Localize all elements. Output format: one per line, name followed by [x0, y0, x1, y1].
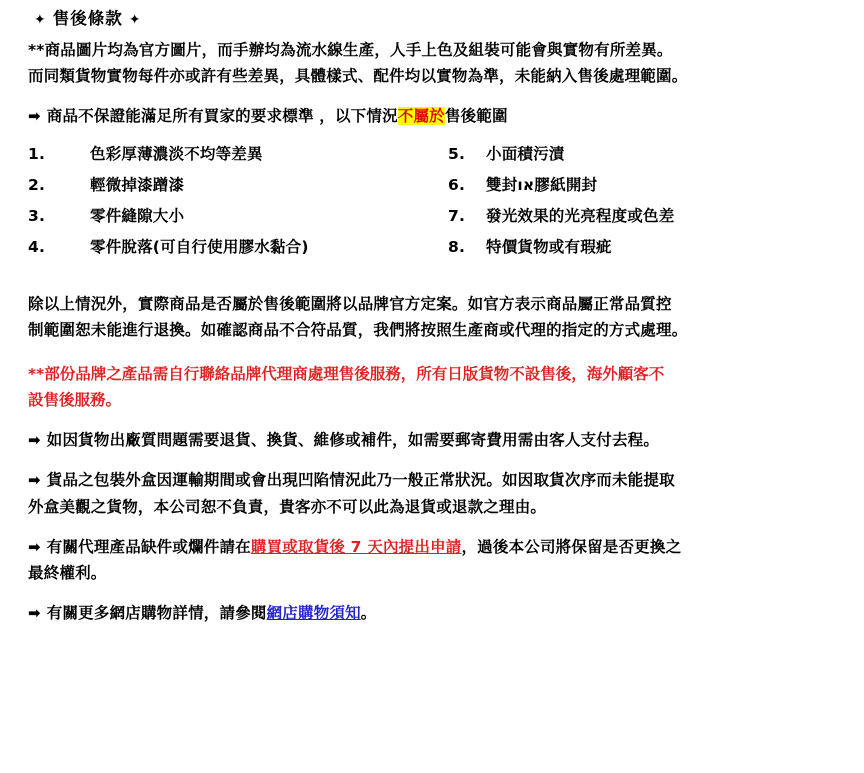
list-item-label: 色彩厚薄濃淡不均等差異: [90, 144, 263, 163]
note-shop-info: [28, 601, 848, 625]
note-text: 如因貨物出廠質問題需要退貨、換貨、維修或補件，如需要郵寄費用需由客人支付去程。: [46, 431, 660, 450]
exclusion-list-right: [448, 142, 848, 266]
shop-note-before: 有關更多網店購物詳情，請參閱: [46, 603, 267, 622]
list-item: [448, 204, 848, 228]
arrow-icon: ➡: [28, 537, 41, 556]
list-item-number: 5.: [448, 144, 466, 163]
intro-line-2: 而同類貨物實物每件亦或許有些差異，具體樣式、配件均以實物為準，未能納入售後處理範圍。: [28, 66, 688, 85]
list-item-number: 7.: [448, 207, 466, 225]
list-item-number: 2.: [28, 175, 46, 194]
spacer: [28, 90, 848, 104]
spacer: [28, 414, 848, 428]
list-item: [448, 235, 848, 259]
note-packaging-line-2: 外盒美觀之貨物，本公司恕不負責，貴客亦不可以此為退貨或退款之理由。: [28, 497, 547, 516]
page-title: [28, 6, 848, 32]
page-title-text: 售後條款: [52, 9, 123, 28]
diamond-icon-left: ✦: [34, 12, 47, 28]
list-item-label: 特價貨物或有瑕疵: [486, 238, 612, 257]
arrow-icon: ➡: [28, 431, 41, 450]
list-item: [448, 142, 848, 166]
exclusion-list-left: [28, 142, 448, 266]
claim-period-link[interactable]: 購買或取貨後 7 天內提出申請: [250, 537, 462, 556]
note-text: 貨品之包裝外盒因運輸期間或會出現凹陷情況此乃一般正常狀況。如因取貨次序而未能提取: [46, 471, 675, 490]
list-item-label: 雙封או膠紙開封: [486, 175, 598, 194]
list-item-number: 1.: [28, 144, 46, 163]
shop-note-after: 。: [360, 603, 377, 622]
policy-line-2: 制範圍恕未能進行退換。如確認商品不合符品質，我們將按照生產商或代理的指定的方式處理。: [28, 321, 688, 340]
spacer: [28, 521, 848, 535]
list-item: [28, 142, 448, 166]
red-notice-line-1: **部份品牌之產品需自行聯絡品牌代理商處理售後服務，所有日版貨物不設售後，海外顧客不: [28, 365, 665, 384]
policy-block: [28, 292, 848, 342]
arrow-icon: ➡: [28, 471, 41, 490]
list-item-label: 小面積污漬: [486, 144, 565, 163]
list-item-label: 輕微掉漆蹭漆: [90, 175, 185, 194]
list-item-label: 發光效果的光亮程度或色差: [486, 207, 675, 225]
list-item: [28, 204, 448, 228]
red-notice-block: [28, 362, 848, 412]
note-packaging: [28, 468, 848, 492]
shop-guide-link[interactable]: 網店購物須知: [266, 603, 361, 622]
scope-highlight: 不屬於: [397, 106, 445, 125]
arrow-icon: ➡: [28, 106, 41, 125]
exclusion-lists: [28, 142, 848, 266]
list-item: [448, 173, 848, 197]
spacer: [28, 454, 848, 468]
intro-line-1: **商品圖片均為官方圖片，而手辦均為流水線生產，人手上色及組裝可能會與實物有所差異。: [28, 40, 673, 59]
note-return-shipping: [28, 428, 848, 452]
claim-before: 有關代理產品缺件或爛件請在: [46, 537, 251, 556]
list-item: [28, 173, 448, 197]
arrow-icon: ➡: [28, 603, 41, 622]
spacer: [28, 587, 848, 601]
policy-line-1: 除以上情況外，實際商品是否屬於售後範圍將以品牌官方定案。如官方表示商品屬正常品質控: [28, 295, 672, 314]
scope-line-after: 售後範圍: [444, 106, 508, 125]
list-item-number: 6.: [448, 175, 466, 194]
list-item-label: 零件脫落(可自行使用膠水黏合): [90, 238, 309, 257]
note-claim: [28, 535, 848, 559]
list-item-label: 零件縫隙大小: [90, 207, 185, 225]
note-claim-line-2: 最終權利。: [28, 563, 107, 582]
diamond-icon-right: ✦: [128, 12, 142, 28]
list-item-number: 3.: [28, 207, 46, 225]
scope-line: [28, 104, 848, 128]
list-item: [28, 235, 448, 259]
list-item-number: 4.: [28, 238, 46, 257]
red-notice-line-2: 設售後服務。: [28, 391, 122, 410]
list-item-number: 8.: [448, 238, 466, 257]
claim-after: ，過後本公司將保留是否更換之: [461, 537, 682, 556]
scope-line-before: 商品不保證能滿足所有買家的要求標準 ，以下情況: [46, 106, 398, 125]
